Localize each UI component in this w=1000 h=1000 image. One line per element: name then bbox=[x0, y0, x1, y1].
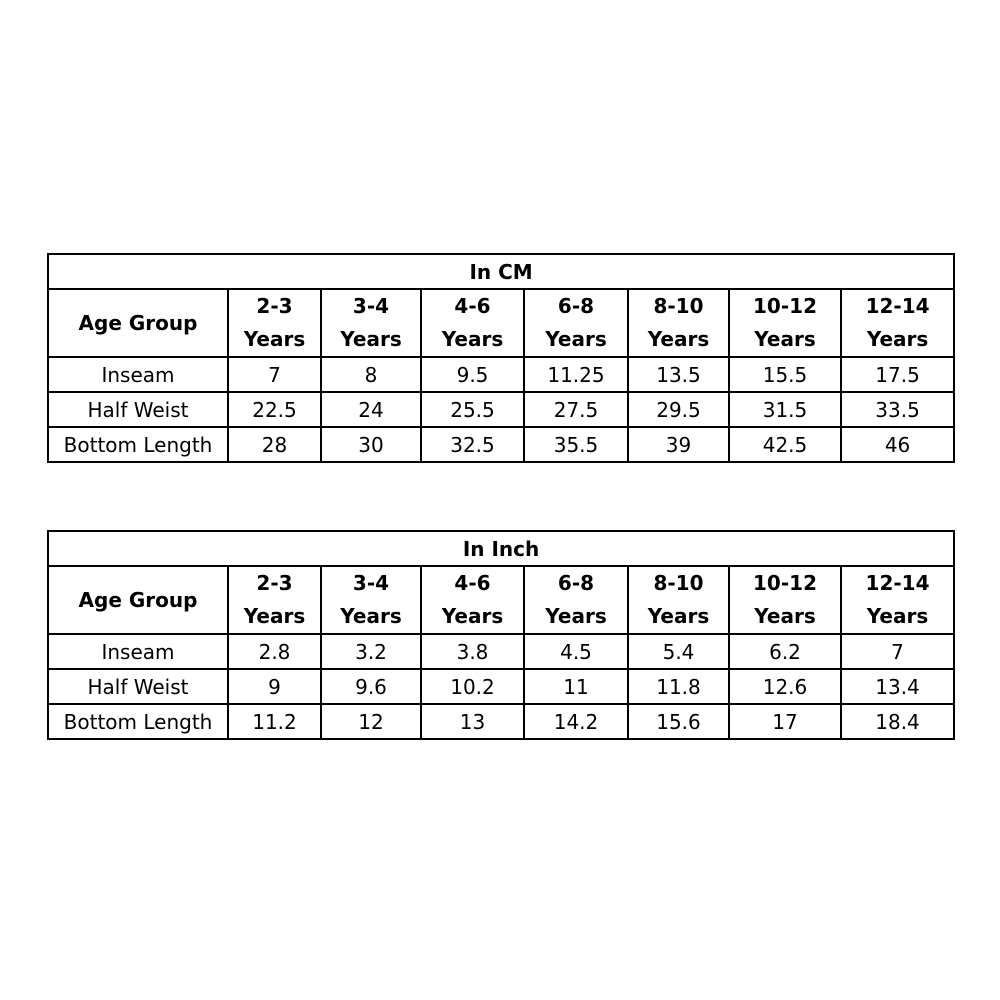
table-title: In Inch bbox=[48, 531, 954, 566]
table-cell: 9.6 bbox=[321, 669, 421, 704]
row-label: Inseam bbox=[48, 634, 228, 669]
column-header bbox=[524, 289, 628, 357]
table-cell: 4.5 bbox=[524, 634, 628, 669]
row-label: Bottom Length bbox=[48, 427, 228, 462]
age-range: 10-12 bbox=[753, 294, 817, 318]
table-cell: 24 bbox=[321, 392, 421, 427]
table-cell: 6.2 bbox=[729, 634, 841, 669]
table-cell: 3.8 bbox=[421, 634, 524, 669]
table-cell: 13.4 bbox=[841, 669, 954, 704]
table-cell: 7 bbox=[841, 634, 954, 669]
age-unit: Years bbox=[754, 604, 816, 628]
table-cell: 17.5 bbox=[841, 357, 954, 392]
age-group-header: Age Group bbox=[48, 566, 228, 634]
age-range: 8-10 bbox=[653, 294, 704, 318]
column-header bbox=[628, 566, 729, 634]
column-header bbox=[524, 566, 628, 634]
table-cell: 13.5 bbox=[628, 357, 729, 392]
age-range: 3-4 bbox=[352, 294, 390, 318]
age-unit: Years bbox=[243, 327, 306, 351]
table-row bbox=[48, 634, 954, 669]
age-range: 6-8 bbox=[557, 294, 595, 318]
column-header bbox=[628, 289, 729, 357]
table-cell: 27.5 bbox=[524, 392, 628, 427]
age-unit: Years bbox=[754, 327, 816, 351]
row-label: Inseam bbox=[48, 357, 228, 392]
table-cell: 30 bbox=[321, 427, 421, 462]
age-unit: Years bbox=[545, 327, 607, 351]
column-header bbox=[729, 289, 841, 357]
table-row bbox=[48, 427, 954, 462]
column-header bbox=[228, 289, 321, 357]
column-header bbox=[321, 566, 421, 634]
table-row bbox=[48, 704, 954, 739]
age-unit: Years bbox=[866, 327, 929, 351]
table-header-row bbox=[48, 289, 954, 357]
table-cell: 9 bbox=[228, 669, 321, 704]
age-unit: Years bbox=[647, 327, 710, 351]
age-unit: Years bbox=[441, 327, 504, 351]
age-unit: Years bbox=[545, 604, 607, 628]
column-header bbox=[841, 566, 954, 634]
table-cell: 32.5 bbox=[421, 427, 524, 462]
table-cell: 35.5 bbox=[524, 427, 628, 462]
table-cell: 29.5 bbox=[628, 392, 729, 427]
age-range: 2-3 bbox=[256, 294, 293, 318]
table-title-row bbox=[48, 531, 954, 566]
age-range: 4-6 bbox=[454, 571, 491, 595]
table-header-row bbox=[48, 566, 954, 634]
table-cell: 11.8 bbox=[628, 669, 729, 704]
size-chart-inch-table bbox=[47, 530, 955, 740]
table-cell: 33.5 bbox=[841, 392, 954, 427]
age-unit: Years bbox=[340, 327, 402, 351]
age-unit: Years bbox=[647, 604, 710, 628]
table-row bbox=[48, 357, 954, 392]
row-label: Half Weist bbox=[48, 392, 228, 427]
age-unit: Years bbox=[243, 604, 306, 628]
table-cell: 11.25 bbox=[524, 357, 628, 392]
age-unit: Years bbox=[866, 604, 929, 628]
table-cell: 42.5 bbox=[729, 427, 841, 462]
column-header bbox=[321, 289, 421, 357]
age-range: 8-10 bbox=[653, 571, 704, 595]
table-cell: 15.6 bbox=[628, 704, 729, 739]
table-cell: 9.5 bbox=[421, 357, 524, 392]
age-range: 4-6 bbox=[454, 294, 491, 318]
table-cell: 8 bbox=[321, 357, 421, 392]
table-cell: 25.5 bbox=[421, 392, 524, 427]
table-cell: 7 bbox=[228, 357, 321, 392]
table-cell: 12 bbox=[321, 704, 421, 739]
column-header bbox=[841, 289, 954, 357]
age-range: 3-4 bbox=[352, 571, 390, 595]
table-cell: 39 bbox=[628, 427, 729, 462]
table-row bbox=[48, 392, 954, 427]
row-label: Bottom Length bbox=[48, 704, 228, 739]
column-header bbox=[421, 289, 524, 357]
table-cell: 46 bbox=[841, 427, 954, 462]
age-unit: Years bbox=[441, 604, 504, 628]
table-cell: 5.4 bbox=[628, 634, 729, 669]
row-label: Half Weist bbox=[48, 669, 228, 704]
table-title-row bbox=[48, 254, 954, 289]
table-cell: 28 bbox=[228, 427, 321, 462]
table-cell: 18.4 bbox=[841, 704, 954, 739]
table-cell: 31.5 bbox=[729, 392, 841, 427]
table-cell: 15.5 bbox=[729, 357, 841, 392]
table-cell: 14.2 bbox=[524, 704, 628, 739]
column-header bbox=[729, 566, 841, 634]
table-cell: 11 bbox=[524, 669, 628, 704]
age-group-header: Age Group bbox=[48, 289, 228, 357]
table-cell: 3.2 bbox=[321, 634, 421, 669]
table-cell: 17 bbox=[729, 704, 841, 739]
table-title: In CM bbox=[48, 254, 954, 289]
age-range: 12-14 bbox=[865, 294, 930, 318]
column-header bbox=[228, 566, 321, 634]
age-range: 10-12 bbox=[753, 571, 817, 595]
table-cell: 10.2 bbox=[421, 669, 524, 704]
table-cell: 11.2 bbox=[228, 704, 321, 739]
age-range: 2-3 bbox=[256, 571, 293, 595]
column-header bbox=[421, 566, 524, 634]
table-cell: 12.6 bbox=[729, 669, 841, 704]
table-cell: 13 bbox=[421, 704, 524, 739]
age-unit: Years bbox=[340, 604, 402, 628]
table-row bbox=[48, 669, 954, 704]
age-range: 12-14 bbox=[865, 571, 930, 595]
table-cell: 22.5 bbox=[228, 392, 321, 427]
age-range: 6-8 bbox=[557, 571, 595, 595]
table-cell: 2.8 bbox=[228, 634, 321, 669]
size-chart-cm-table bbox=[47, 253, 955, 463]
